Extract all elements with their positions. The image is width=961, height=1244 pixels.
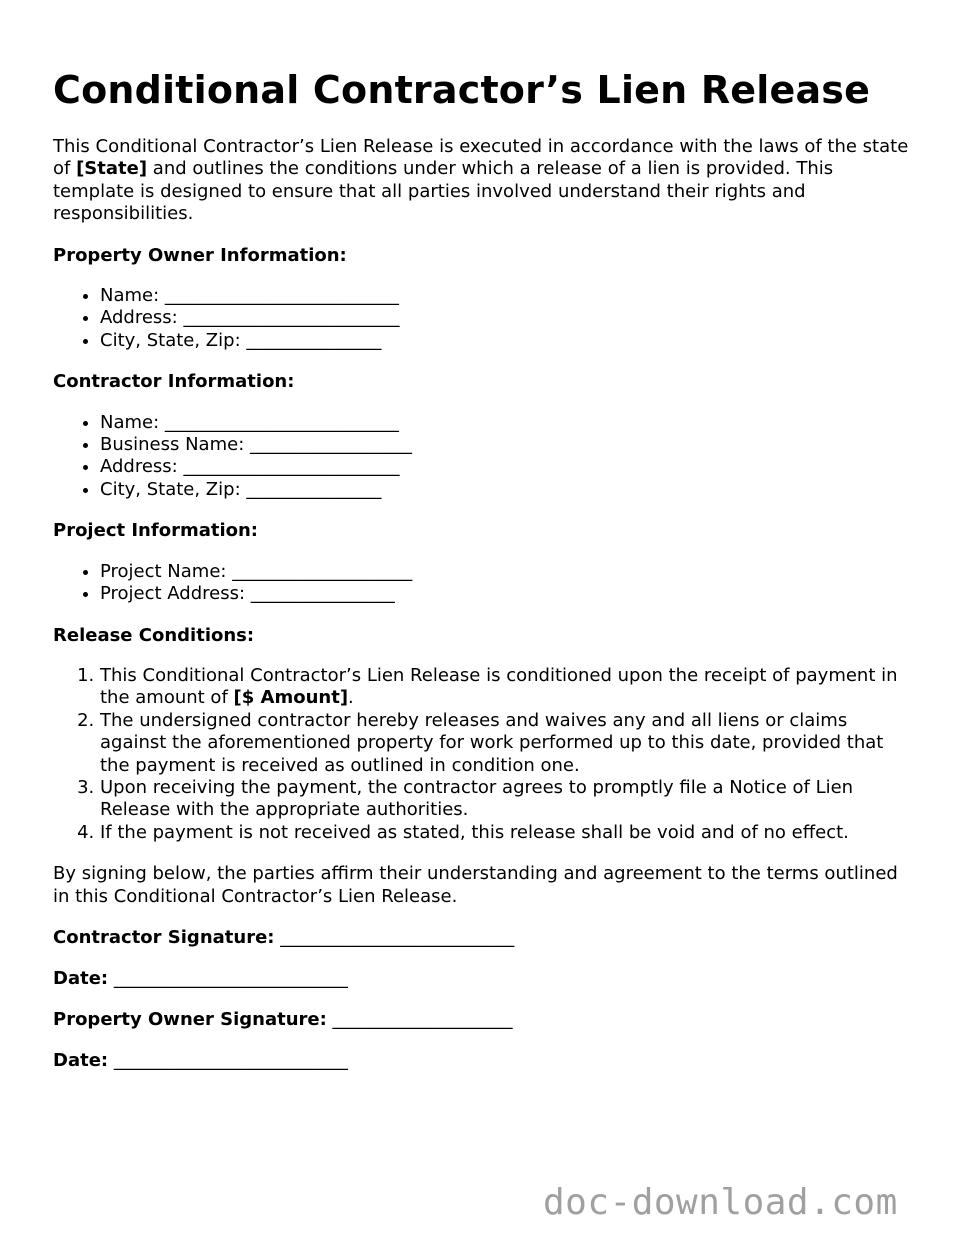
- owner-date-field: __________________________: [113, 1050, 348, 1072]
- owner-city-item: • City, State, Zip: _______________: [100, 330, 913, 352]
- contractor-signature-line: [53, 927, 913, 949]
- amount-placeholder: [$ Amount]: [233, 687, 349, 709]
- contractor-heading: Contractor Information:: [53, 371, 295, 393]
- contractor-address-item: • Address: ________________________: [100, 456, 913, 478]
- intro-paragraph: [53, 136, 913, 226]
- intro-text-end: and outlines the conditions under which a release of a lien is provided. This template is designed to ensure that all parties involved understand their rights and responsibilities.: [53, 158, 834, 225]
- contractor-name-item: • Name: __________________________: [100, 412, 913, 434]
- condition-1-text: This Conditional Contractor’s Lien Release is conditioned upon the receipt of payment in the amount of: [100, 664, 898, 709]
- contractor-date-field: __________________________: [113, 968, 348, 990]
- contractor-business-item: • Business Name: __________________: [100, 434, 913, 456]
- contractor-signature-field: __________________________: [280, 926, 515, 948]
- contractor-list: [53, 412, 913, 502]
- watermark: doc-download.com: [543, 1182, 898, 1223]
- conditions-heading: Release Conditions:: [53, 624, 255, 646]
- condition-item-3: 3. Upon receiving the payment, the contractor agrees to promptly file a Notice of Lien Release with the appropriate authorities.: [100, 777, 913, 822]
- condition-item-2: 2. The undersigned contractor hereby releases and waives any and all liens or claims against the aforementioned property for work performed up to this date, provided that the payment is received as outlined in condition one.: [100, 710, 913, 777]
- owner-signature-field: ____________________: [332, 1009, 513, 1031]
- project-address-item: • Project Address: ________________: [100, 583, 913, 605]
- contractor-date-line: [53, 968, 913, 990]
- project-list: [53, 561, 913, 606]
- condition-item-4: 4. If the payment is not received as stated, this release shall be void and of no effect.: [100, 822, 913, 844]
- condition-item-1: [100, 665, 913, 710]
- intro-text-start: This Conditional Contractor’s Lien Release is executed in accordance with the laws of the state of: [53, 136, 909, 180]
- condition-1-period: .: [348, 687, 354, 709]
- state-placeholder: [State]: [76, 158, 148, 180]
- owner-address-item: • Address: ________________________: [100, 307, 913, 329]
- contractor-date-label: Date:: [53, 968, 109, 990]
- owner-date-line: [53, 1050, 913, 1072]
- owner-list: [53, 285, 913, 352]
- document-title: Conditional Contractor’s Lien Release: [53, 68, 871, 112]
- conditions-list: [53, 665, 913, 844]
- owner-date-label: Date:: [53, 1050, 109, 1072]
- owner-name-item: • Name: __________________________: [100, 285, 913, 307]
- contractor-city-item: • City, State, Zip: _______________: [100, 479, 913, 501]
- owner-signature-line: [53, 1009, 913, 1031]
- project-name-item: • Project Name: ____________________: [100, 561, 913, 583]
- owner-heading: Property Owner Information:: [53, 244, 347, 266]
- project-heading: Project Information:: [53, 520, 258, 542]
- contractor-signature-label: Contractor Signature:: [53, 926, 275, 948]
- affirmation-paragraph: By signing below, the parties affirm their understanding and agreement to the terms outlined in this Conditional Contractor’s Lien Release.: [53, 863, 898, 907]
- owner-signature-label: Property Owner Signature:: [53, 1009, 327, 1031]
- document-page: [53, 62, 913, 1091]
